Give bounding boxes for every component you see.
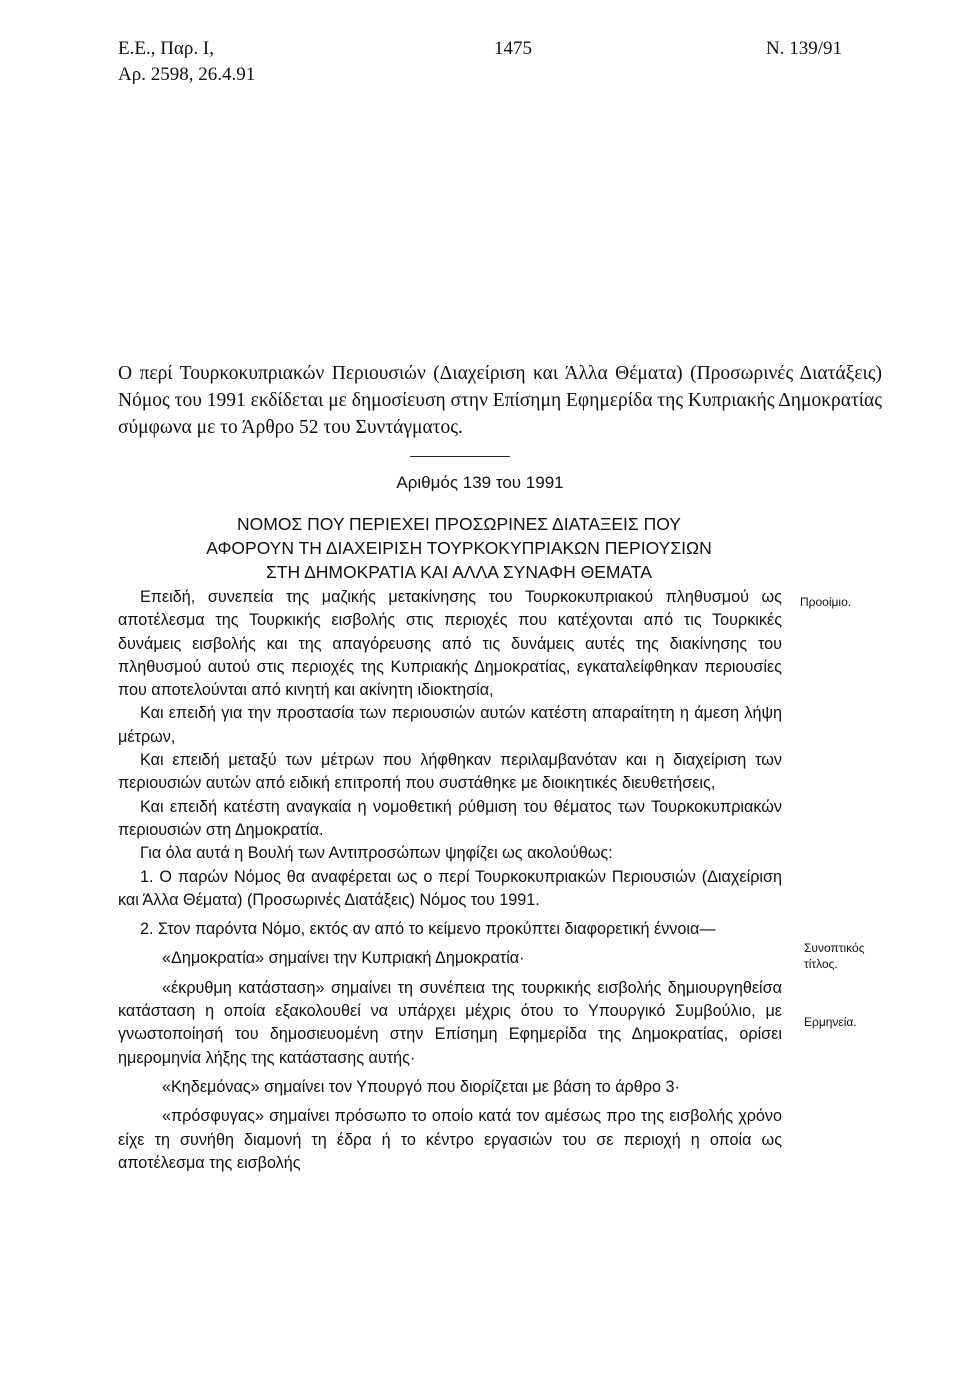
definition-ekrythmi-katastasi: «έκρυθμη κατάσταση» σημαίνει τη συνέπεια της τουρκικής εισβολής δημιουργηθείσα κατάσταση η οποία εξακολουθεί να υπάρχει μέχρις ότου το Υπουργικό Συμβούλιο, με γνωστοποίησή του δημοσιευομένη στην Επίσημη Εφημερίδα της Δημοκρατίας, ορίσει ημερομηνία λήξης της κατάστασης αυτής·: [118, 978, 782, 1067]
law-body: [118, 586, 782, 1175]
law-title-line-2: ΑΦΟΡΟΥΝ ΤΗ ΔΙΑΧΕΙΡΙΣΗ ΤΟΥΡΚΟΚΥΠΡΙΑΚΩΝ ΠΕΡΙΟΥΣΙΩΝ: [206, 538, 712, 558]
section-1: 1. Ο παρών Νόμος θα αναφέρεται ως ο περί Τουρκοκυπριακών Περιουσιών (Διαχείριση και Άλλα Θέματα) (Προσωρινές Διατάξεις) Νόμος του 1991.: [118, 867, 782, 909]
section-2: 2. Στον παρόντα Νόμο, εκτός αν από το κείμενο προκύπτει διαφορετική έννοια—: [140, 920, 716, 939]
page-number: 1475: [494, 38, 532, 59]
recital-2: Και επειδή για την προστασία των περιουσιών αυτών κατέστη απαραίτητη η άμεση λήψη μέτρων,: [118, 704, 782, 746]
margin-note-preamble: Προοίμιο.: [800, 595, 852, 609]
publication-preamble: Ο περί Τουρκοκυπριακών Περιουσιών (Διαχείριση και Άλλα Θέματα) (Προσωρινές Διατάξεις) Νόμος του 1991 εκδίδεται με δημοσίευση στην Επίσημη Εφημερίδα της Κυπριακής Δημοκρατίας σύμφωνα με το Άρθρο 52 του Συντάγματος.: [118, 363, 882, 438]
divider: [410, 456, 510, 457]
margin-note-short-title: [804, 940, 864, 972]
recital-4: Και επειδή κατέστη αναγκαία η νομοθετική ρύθμιση του θέματος των Τουρκοκυπριακών περιουσιών στη Δημοκρατία.: [118, 797, 782, 839]
enacting-clause: Για όλα αυτά η Βουλή των Αντιπροσώπων ψηφίζει ως ακολούθως:: [140, 844, 613, 863]
gazette-reference: [118, 36, 255, 88]
recital-3: Και επειδή μεταξύ των μέτρων που λήφθηκαν περιλαμβανόταν και η διαχείριση των περιουσιών αυτών από ειδική επιτροπή που συστάθηκε με διοικητικές διευθετήσεις,: [118, 751, 782, 793]
margin-note-interpretation: Ερμηνεία.: [804, 1015, 857, 1029]
definition-dimokratia: «Δημοκρατία» σημαίνει την Κυπριακή Δημοκρατία·: [162, 949, 525, 968]
gazette-number-date: Αρ. 2598, 26.4.91: [118, 64, 256, 85]
recital-1: Επειδή, συνεπεία της μαζικής μετακίνησης του Τουρκοκυπριακού πληθυσμού ως αποτέλεσμα της Τουρκικής εισβολής στις περιοχές που κατέχονται από τις Τουρκικές δυνάμεις εισβολής και της απαγόρευσης από τις δυνάμεις αυτές της διακίνησης του πληθυσμού αυτού στις περιοχές της Κυπριακής Δημοκρατίας, εγκαταλείφθηκαν περιουσίες που αποτελούνται από κινητή και ακίνητη ιδιοκτησία,: [118, 588, 782, 700]
margin-note-short-title-line-1: Συνοπτικός: [804, 941, 865, 955]
gazette-issue: Ε.Ε., Παρ. I,: [118, 38, 214, 59]
definition-prosfygas: «πρόσφυγας» σημαίνει πρόσωπο το οποίο κατά τον αμέσως προ της εισβολής χρόνο είχε τη συνήθη διαμονή τη έδρα ή το κέντρο εργασιών του σε περιοχή η οποία ως αποτέλεσμα της εισβολής: [118, 1107, 782, 1172]
law-reference: Ν. 139/91: [766, 38, 842, 59]
law-title-line-3: ΣΤΗ ΔΗΜΟΚΡΑΤΙΑ ΚΑΙ ΑΛΛΑ ΣΥΝΑΦΗ ΘΕΜΑΤΑ: [266, 562, 652, 582]
law-title-line-1: ΝΟΜΟΣ ΠΟΥ ΠΕΡΙΕΧΕΙ ΠΡΟΣΩΡΙΝΕΣ ΔΙΑΤΑΞΕΙΣ ΠΟΥ: [237, 514, 681, 534]
law-number: Αριθμός 139 του 1991: [396, 473, 564, 492]
margin-note-short-title-line-2: τίτλος.: [804, 957, 838, 971]
definition-kidemonas: «Κηδεμόνας» σημαίνει τον Υπουργό που διορίζεται με βάση το άρθρο 3·: [162, 1077, 680, 1096]
